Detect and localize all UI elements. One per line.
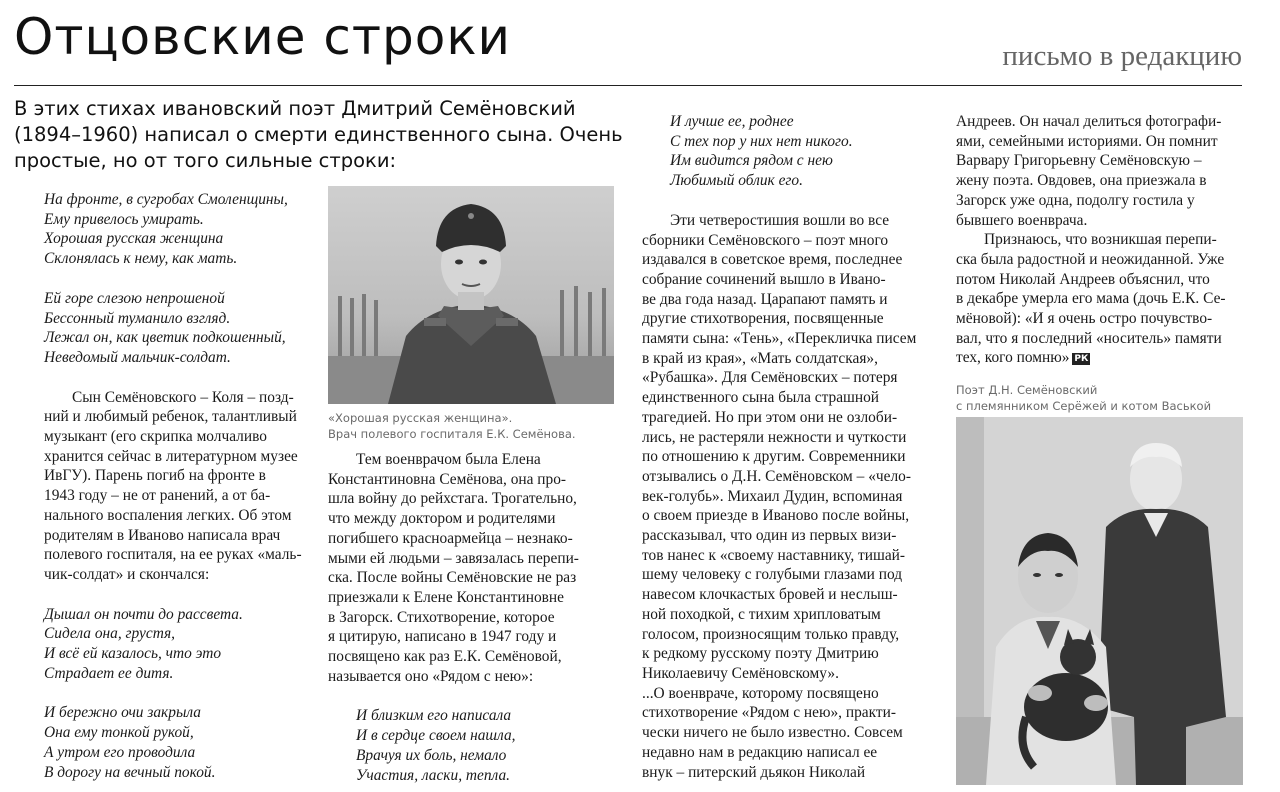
text-line: что между доктором и родителями [328,510,556,528]
poem-line: И всё ей казалось, что это [44,645,222,663]
text-line: Поэт Д.Н. Семёновский [956,383,1098,397]
poem-line: Ему привелось умирать. [44,210,204,228]
text-line: бывшего военврача. [956,211,1088,229]
poem-line: И лучше ее, роднее [670,113,794,130]
poem-stanza-2 [44,289,314,368]
text-line: Эти четверостишия вошли во все [670,211,890,229]
text-line: полевого госпиталя, на ее руках «маль- [44,546,302,564]
text-line: мыми ей людьми – завязалась перепи- [328,549,579,567]
text-line: «Хорошая русская женщина». [328,411,513,425]
text-line: рассказывал, что один из первых визи- [642,527,897,545]
poem-line: Любимый облик его. [670,172,803,190]
poem-stanza-5 [356,706,614,785]
text-line: приезжали к Елене Константиновне [328,588,564,606]
text-line: другие стихотворения, посвященные [642,310,884,328]
photo-doctor-semenova [328,186,614,404]
poem-line: Дышал он почти до рассвета. [44,605,243,623]
article-paragraph-4 [642,684,932,783]
poem-line: И в сердце своем нашла, [356,727,516,745]
text-line: голосом, произносящим только правду, [642,625,900,643]
text-line: «Рубашка». Для Семёновских – потеря [642,369,898,387]
text-line: ной походкой, с тихим хрипловатым [642,605,881,623]
poem-line: Им видится рядом с нею [670,152,833,170]
text-line: в край из края», «Мать солдатская», [642,349,878,367]
text-line: шему человеку с голубыми глазами под [642,566,903,584]
text-line: по отношению к другим. Современники [642,448,906,466]
poem-line: Бессонный туманило взгляд. [44,309,231,327]
poem-line: И близким его написала [356,707,512,725]
text-line: в Загорск. Стихотворение, которое [328,608,555,626]
text-line: родителям в Иваново написала врач [44,526,281,544]
text-line: стихотворение «Рядом с нею», практи- [642,704,896,722]
text-line: называется оно «Рядом с нею»: [328,667,534,685]
poem-line: В дорогу на вечный покой. [44,763,216,781]
text-line: ями, семейными историями. Он помнит [956,132,1218,150]
photo-poet-semenovsky [956,417,1243,785]
text-line: нального воспаления легких. Об этом [44,506,292,524]
text-line: Варвару Григорьевну Семёновскую – [956,152,1202,170]
poem-line: Склонялась к нему, как мать. [44,250,238,268]
text-line: с племянником Серёжей и котом Васькой [956,399,1212,413]
lead-paragraph: В этих стихах ивановский поэт Дмитрий Семёновский (1894–1960) написал о смерти единственного сына. Очень простые, но от того сильные строки: [14,97,623,172]
text-line: единственного сына была страшной [642,389,880,407]
poem-stanza-3 [44,605,314,684]
page-title: Отцовские строки [14,8,512,66]
text-line: хранится сейчас в литературном музее [44,447,298,465]
text-line: собрание сочинений вышло в Ивано- [642,270,886,288]
text-line: Загорск уже одна, подолгу гостила у [956,191,1195,209]
poem-line: Сидела она, грустя, [44,625,176,643]
text-line: погибшего красноармейца – незнако- [328,529,573,547]
photo-2-caption [956,382,1246,414]
text-line: Врач полевого госпиталя Е.К. Семёнова. [328,427,576,441]
header-rule [14,85,1242,86]
poem-stanza-6 [670,112,932,191]
text-line: Сын Семёновского – Коля – позд- [72,388,294,406]
poem-line: Врачуя их боль, немало [356,746,507,764]
text-line: трагедией. Но при этом они не озлоби- [642,408,898,426]
text-line: Константиновна Семёнова, она про- [328,470,567,488]
article-paragraph-3 [642,211,932,684]
text-line: Николаевичу Семёновскому». [642,664,839,682]
text-line: жену поэта. Овдовев, она приезжала в [956,172,1207,190]
column-2 [328,450,614,785]
column-4 [956,112,1246,368]
photo-1-caption [328,410,618,442]
text-line: лись, не растеряли нежности и чуткости [642,428,907,446]
poem-line: С тех пор у них нет никого. [670,132,853,150]
text-line: ве два года назад. Царапают память и [642,290,888,308]
text-line: ИвГУ). Парень погиб на фронте в [44,467,266,485]
text-line: ска. После войны Семёновские не раз [328,569,577,587]
text-line: издавался в советское время, последнее [642,251,903,269]
poem-line: Участия, ласки, тепла. [356,766,510,784]
article-paragraph-6 [956,230,1246,368]
column-1 [44,190,314,782]
text-line: сборники Семёновского – поэт много [642,231,889,249]
section-rubric: письмо в редакцию [1002,40,1242,72]
text-line: навесом клочкастых бровей и неслыш- [642,586,898,604]
poem-line: Неведомый мальчик-солдат. [44,348,231,366]
text-line: век-голубь». Михаил Дудин, вспоминая [642,487,903,505]
text-line: о своем приезде в Иваново после войны, [642,507,910,525]
text-line: я цитирую, написано в 1947 году и [328,628,557,646]
text-line: внук – питерский дьякон Николай [642,763,866,781]
poem-line: Лежал он, как цветик подкошенный, [44,329,286,347]
text-line: посвящено как раз Е.К. Семёновой, [328,648,562,666]
text-line: музыкант (его скрипка молчаливо [44,428,267,446]
article-paragraph-2 [328,450,614,686]
text-line: памяти сына: «Тень», «Перекличка писем [642,330,917,348]
text-line: Признаюсь, что возникшая перепи- [984,231,1217,249]
poem-stanza-1 [44,190,314,269]
poem-line: Страдает ее дитя. [44,664,174,682]
text-line: шла войну до рейхстага. Трогательно, [328,490,577,508]
text-line: 1943 году – не от ранений, а от ба- [44,487,271,505]
text-line: чик-солдат» и скончался: [44,565,210,583]
text-line: ний и любимый ребенок, талантливый [44,408,297,426]
poem-line: А утром его проводила [44,743,196,761]
text-line: ска была радостной и неожиданной. Уже [956,250,1225,268]
poem-line: И бережно очи закрыла [44,704,201,722]
column-3 [642,112,932,782]
text-line: чески ничего не было известно. Совсем [642,724,903,742]
article-paragraph-5 [956,112,1246,230]
text-line: потом Николай Андреев объяснил, что [956,270,1210,288]
article-paragraph-1 [44,388,314,585]
text-line: Тем военврачом была Елена [356,451,541,468]
poem-line: Ей горе слезою непрошеной [44,289,225,307]
text-line: недавно нам в редакцию написал ее [642,743,878,761]
text-line: вал, что я последний «носитель» памяти [956,329,1222,347]
poem-line: Хорошая русская женщина [44,230,224,248]
text-line: мёновой): «И я очень остро почувство- [956,310,1213,328]
text-line: тов нанес к «своему наставнику, тишай- [642,546,906,564]
poem-stanza-4 [44,703,314,782]
poem-line: Она ему тонкой рукой, [44,724,194,742]
text-line: отзывались о Д.Н. Семёновском – «чело- [642,467,911,485]
text-line: тех, кого помню» РК [956,349,1089,367]
text-line: к редкому русскому поэту Дмитрию [642,645,879,663]
text-line: Андреев. Он начал делиться фотографи- [956,113,1222,130]
text-line: ...О военвраче, которому посвящено [642,684,879,702]
text-line: в декабре умерла его мама (дочь Е.К. Се- [956,290,1226,308]
end-mark-badge: РК [1074,354,1089,365]
poem-line: На фронте, в сугробах Смоленщины, [44,191,288,208]
